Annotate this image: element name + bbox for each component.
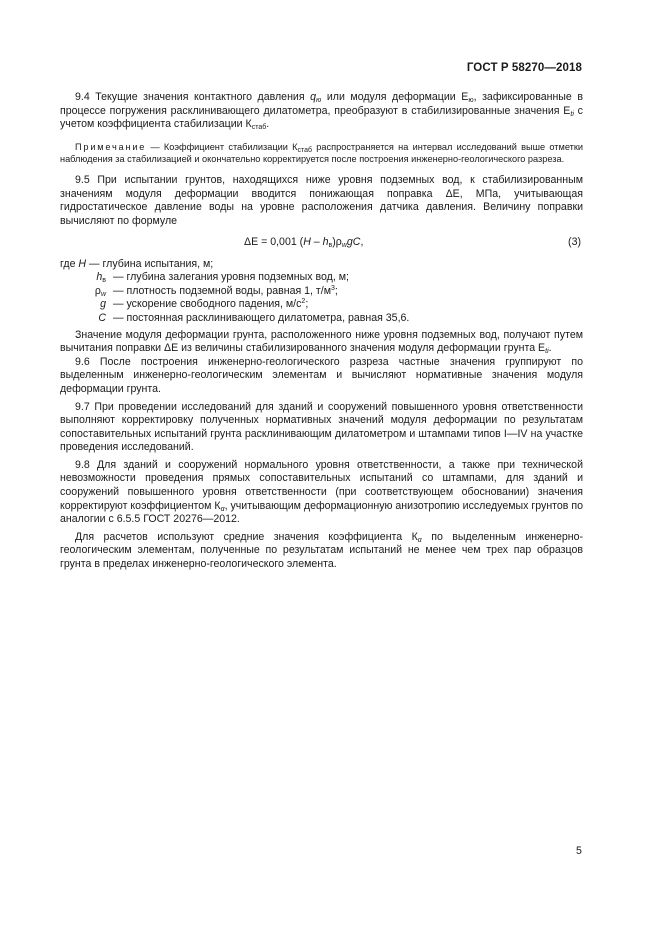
paragraph-9-6: 9.6 После построения инженерно-геологического разреза частные значения группируют по выделенным инженерно-геологическим элементам и вычисляют нормативные значения модуля деформации грунта. <box>60 355 583 395</box>
note-stabilization: Примечание — Коэффициент стабилизации $К_{стаб}$ распространяется на интервал исследований выше отметки наблюдения за стабилизацией и окончательно корректируется после построения инженерно-геологического разреза. <box>60 141 583 164</box>
variable-row: C — постоянная расклинивающего дилатометра, равная 35,6. <box>98 311 410 324</box>
paragraph-9-4: 9.4 Текущие значения контактного давления $q_ю$ или модуля деформации $Е_ю$, зафиксированные в процессе погружения расклинивающего дилатометра, преобразуют в стабилизированные значения $Е_{ti}$ с учетом коэффициента стабилизации $К_{стаб}$. <box>60 91 583 132</box>
variable-row: g — ускорение свободного падения, $м/с^2$; <box>100 298 309 311</box>
variable-row: где H — глубина испытания, м; <box>60 257 214 270</box>
formula-number: (3) <box>568 235 581 248</box>
page-number: 5 <box>576 845 582 857</box>
variable-row: $\rho_w$ — плотность подземной воды, равная 1, $т/м^3$; <box>94 284 338 298</box>
paragraph-value: Значение модуля деформации грунта, расположенного ниже уровня подземных вод, получают путем вычитания поправки ΔЕ из величины стабилизированного значения модуля деформации грунта $Е_{ti}$. <box>60 328 583 356</box>
formula-expression: ΔЕ = 0,001 $(H - h_в)\rho_wgC$, <box>244 235 364 249</box>
formula-3 <box>60 233 583 252</box>
paragraph-9-5: 9.5 При испытании грунтов, находящихся ниже уровня подземных вод, к стабилизированным значениям модуля деформации вводится понижающая поправка ΔЕ, МПа, учитывающая гидростатическое давление воды на уровне расположения датчика давления. Величину поправки вычисляют по формуле <box>60 174 583 227</box>
variable-row: $h_в$ — глубина залегания уровня подземных вод, м; <box>96 271 349 285</box>
variable-list <box>60 258 583 326</box>
paragraph-9-8: 9.8 Для зданий и сооружений нормального уровня ответственности, а также при технической невозможности проведения прямых сопоставительных испытаний со штампами, для зданий и сооружений повышенного уровня ответственности (при соответствующем обосновании) значения корректируют коэффициентом $К_\alpha$, учитывающим деформационную анизотропию исследуемых грунтов по аналогии с 6.5.5 ГОСТ 20276—2012. <box>60 458 584 526</box>
paragraph-9-7: 9.7 При проведении исследований для зданий и сооружений повышенного уровня ответственности выполняют корректировку полученных нормативных значений модуля деформации по результатам сопоставительных испытаний грунта расклинивающим дилатометром и штампами типов I—IV на участке проведения исследований. <box>60 400 583 454</box>
document-code: ГОСТ Р 58270—2018 <box>466 62 582 74</box>
page-body <box>60 91 583 572</box>
paragraph-averages: Для расчетов используют средние значения коэффициента $К_\alpha$ по выделенным инженерно-геологическим элементам, полученные по результатам испытаний не менее чем трех пар образцов грунта в пределах инженерно-геологического элемента. <box>60 530 583 571</box>
